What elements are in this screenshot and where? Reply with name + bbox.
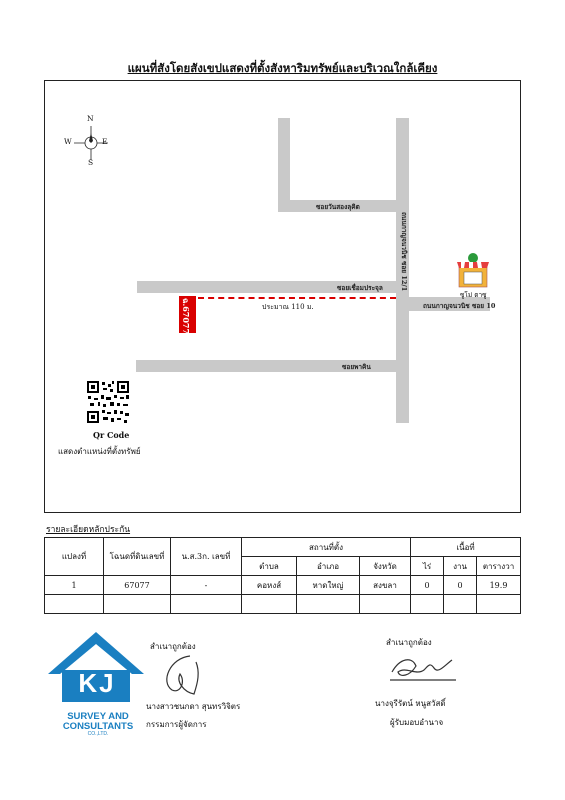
right-sign-heading: สำเนาถูกต้อง [386,638,432,647]
qr-caption: Qr Code [93,430,130,440]
th-ns3k: น.ส.3ก. เลขที่ [171,538,242,576]
logo-initials: KJ [78,668,116,698]
left-signature-icon [150,652,210,698]
table-row-empty [45,595,521,614]
details-table [44,537,521,614]
shop-icon [454,253,492,289]
th-wa: ตารางวา [477,557,521,576]
right-sign-role: ผู้รับมอบอำนาจ [390,718,444,727]
qr-subcaption: แสดงตำแหน่งที่ตั้งทรัพย์ [58,447,141,456]
th-province: จังหวัด [360,557,411,576]
left-sign-role: กรรมการผู้จัดการ [146,720,207,729]
cell-deed-no: 67077 [104,576,171,595]
cell-plot-no: 1 [45,576,104,595]
th-rai: ไร่ [411,557,444,576]
th-amphoe: อำเภอ [297,557,360,576]
compass-south: S [88,158,94,167]
road-vertical-label: ถนนกาญจนวนิช ซอย 12/1 [400,212,408,292]
right-signature-icon [386,650,458,690]
cell-ns3k: - [171,576,242,595]
road-top-label: ซอยวันสองลุคิต [316,203,360,211]
logo-line2: CONSULTANTS [62,721,134,732]
cell-tambon: คอหงส์ [242,576,297,595]
cell-rai: 0 [411,576,444,595]
distance-label: ประมาณ 110 ม. [262,303,314,311]
cell-ngan: 0 [444,576,477,595]
th-tambon: ตำบล [242,557,297,576]
th-plot-no: แปลงที่ [45,538,104,576]
th-ngan: งาน [444,557,477,576]
th-location: สถานที่ตั้ง [242,538,411,557]
right-sign-name: นางจุรีรัตน์ หนูสวัสดิ์ [375,699,446,708]
cell-amphoe: หาดใหญ่ [297,576,360,595]
compass-north: N [87,114,94,123]
page-title: แผนที่สังโดยสังเขปแสดงที่ตั้งสังหาริมทรัพย์และบริเวณใกล้เคียง [127,61,438,75]
shop-label: ซูโม่ ตาซู [460,291,487,299]
left-sign-name: นางสาวชนกดา สุนทรวิจิตร [146,702,241,711]
road-upper-stub [278,118,290,212]
compass-west: W [64,137,72,146]
left-sign-heading: สำเนาถูกต้อง [150,642,196,651]
compass-east: E [102,137,108,146]
details-title: รายละเอียดหลักประกัน [46,525,131,535]
plot-label: ฉ.67077 [181,298,191,335]
th-deed-no: โฉนดที่ดินเลขที่ [104,538,171,576]
qr-code-icon [86,380,130,424]
th-area: เนื้อที่ [411,538,521,557]
table-row [45,576,521,595]
road-middle-label: ซอยเชื่อมประจุล [337,284,383,292]
distance-line [198,297,396,299]
cell-province: สงขลา [360,576,411,595]
cell-wa: 19.9 [477,576,521,595]
logo-line1: SURVEY AND [67,711,129,722]
road-right-label: ถนนกาญจนวนิช ซอย 10 [423,302,496,310]
road-bottom-label: ซอยพาคิน [342,363,371,371]
logo-line3: CO.,LTD. [87,731,109,737]
